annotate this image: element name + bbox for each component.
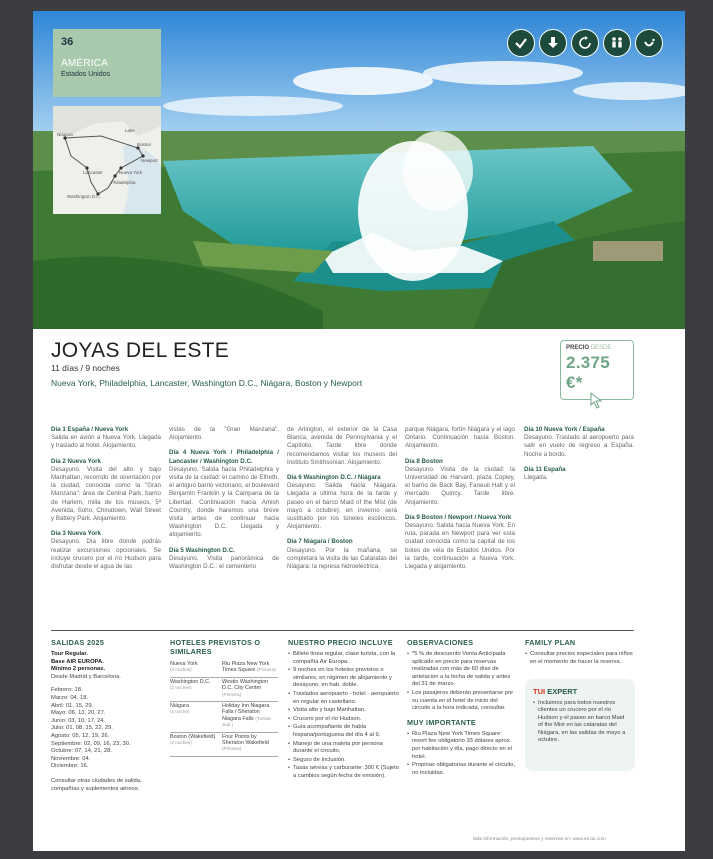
list-item: • Riu Plaza New York Times Square: resort fee obligatorio 33 dólares aprox. por habitación y día, pago directo en el hotel. [407, 731, 517, 761]
day-text: Desayuno. Salida hacia Nueva York. En ruta, parada en Newport para ver esta ciudad conocida como la capital de los botes de vela de Estados Unidos. Por la tarde, continuación a Nueva York. Llegada y alojamiento. [405, 522, 515, 571]
salidas-line: Tour Regular. [51, 651, 88, 657]
rotation-icon [571, 29, 599, 57]
departure-date: Junio: 03, 10, 17, 24. [51, 717, 106, 724]
price-includes-heading: NUESTRO PRECIO INCLUYE [288, 638, 393, 647]
price-includes-list [288, 651, 400, 781]
day-text: Salida en avión a Nueva York. Llegada y traslado al hotel. Alojamiento. [51, 434, 161, 450]
itinerary-column-2 [169, 426, 279, 578]
salidas-section [51, 638, 159, 793]
price-label-suffix: DESDE [590, 345, 612, 351]
family-plan-heading: FAMILY PLAN [525, 638, 576, 647]
itinerary-day [405, 426, 515, 451]
check-icon [507, 29, 535, 57]
map-label-nueva-york: Nueva York [119, 170, 143, 175]
price-label-main: PRECIO [566, 345, 590, 351]
expert-heading [533, 687, 627, 696]
hotel-nights: (2 noches) [170, 740, 192, 746]
hotel-category: (Primera) [222, 746, 242, 752]
tui-expert-box [525, 679, 635, 771]
day-text: vistas de la "Gran Manzana". Alojamiento. [169, 426, 279, 442]
day-text: de Arlington, el exterior de la Casa Blanca, avenida de Pennsylvania y el Capitolio. Tarde libre donde recomendamos visitar los museos del Instituto Smithsonian. Alojamiento. [287, 426, 397, 466]
salidas-line: Base AIR EUROPA. [51, 658, 104, 665]
list-item: • *5 % de descuento Venta Anticipada aplicado en precio para reservas realizadas con más de 60 días de antelación a la fecha de salida y antes del 31 de marzo. [407, 651, 517, 689]
day-title: Día 11 España [524, 465, 566, 473]
map-label-lancaster: Lancaster [83, 170, 103, 175]
hotels-heading: HOTELES PREVISTOS O SIMILARES [170, 638, 261, 656]
destination-badge [53, 29, 161, 97]
list-item: • 9 noches en los hoteles previstos o similares, en régimen de alojamiento y desayuno, en hab. doble. [288, 667, 400, 690]
family-icon [603, 29, 631, 57]
itinerary-day [524, 426, 634, 459]
hotel-category: (Turista Sup.) [222, 715, 271, 728]
departure-date: Julio: 01, 08, 15, 22, 29. [51, 725, 113, 732]
page-title: JOYAS DEL ESTE [51, 339, 230, 362]
map-label-niagara: Niágara [57, 132, 73, 137]
smile-icon [635, 29, 663, 57]
hotel-name: Riu Plaza New York Times Square [222, 661, 270, 674]
family-plan-section [525, 638, 635, 667]
salidas-note: Consultar otras ciudades de salida, compañías y suplementos aéreos. [51, 777, 142, 792]
itinerary-day [169, 426, 279, 442]
salidas-line: Mínimo 2 personas. [51, 666, 106, 673]
list-item: • Traslados aeropuerto - hotel - aeropuerto en regular en castellano. [288, 691, 400, 706]
day-title: Día 5 Washington D.C. [169, 546, 235, 554]
list-item: • Crucero por el río Hudson. [288, 716, 400, 724]
table-row [170, 702, 278, 733]
list-item: • Incluimos para todos nuestros clientes un crucero por el río Hudson y el paseo en barco Maid of the Mist en las cataratas del Niágara, en las salidas de mayo a octubre. [533, 700, 627, 744]
observations-heading: OBSERVACIONES [407, 638, 474, 647]
departure-date: Febrero: 18. [51, 687, 83, 694]
feature-icons [507, 29, 663, 57]
day-text: Desayuno. Por la mañana, se completará la visita de las Cataratas del Niágara: la represa hidroeléctrica, [287, 546, 397, 571]
hotel-city: Boston (Wakefield) [170, 733, 216, 740]
map-label-boston: Boston [137, 142, 152, 147]
itinerary-day [51, 458, 161, 524]
day-title: Día 4 Nueva York / Philadelphia / Lancaster / Washington D.C. [169, 449, 279, 465]
departure-date: Abril: 01, 15, 29. [51, 702, 94, 709]
departure-date: Diciembre: 16. [51, 763, 89, 770]
footer-info: Más información, presupuestos y reservas en: www.es.tui.com [473, 837, 606, 842]
hotel-category: (Primera) [222, 691, 242, 697]
day-title: Día 10 Nueva York / España [524, 426, 605, 433]
catalog-page [33, 11, 685, 851]
list-item: • Visita alto y bajo Manhattan. [288, 707, 400, 715]
hotel-nights: (1 noche) [170, 709, 190, 715]
hero-photo [33, 11, 685, 329]
family-plan-list [525, 651, 635, 666]
day-text: Desayuno. Día libre donde podrás realizar excursiones opcionales. Se incluye crucero por el río Hudson para disfrutar desde el agua de las [51, 538, 161, 571]
itinerary-column-1 [51, 426, 161, 578]
hotel-name: Westin Washington D.C. City Center [222, 678, 269, 692]
hotel-city: Washington D.C. [170, 678, 211, 685]
departure-date: Septiembre: 02, 09, 16, 23, 30. [51, 740, 131, 747]
important-list [407, 731, 517, 778]
departure-date: Agosto: 05, 12, 19, 26. [51, 732, 110, 739]
day-title: Día 8 Boston [405, 457, 443, 465]
day-text: Desayuno. Visita del alto y bajo Manhattan, recorrido de orientación por la ciudad, conocida como la "Gran Manzana": área de Central Park, barrio de Harlem, milla de los museos, 5ª Avenida, Soho, Chinatown, Wall Street y Battery Park. Alojamiento. [51, 465, 161, 523]
list-item: • Billete línea regular, clase turista, con la compañía Air Europa. [288, 651, 400, 666]
list-item: • Tasas aéreas y carburante: 300 € (Sujeto a cambios según fecha de emisión). [288, 765, 400, 780]
route-map [53, 106, 161, 214]
itinerary-day [287, 474, 397, 531]
itinerary-day [287, 426, 397, 467]
price-includes-section [288, 638, 400, 782]
map-label-washington: Washington D.C. [67, 194, 101, 199]
table-row [170, 677, 278, 701]
day-title: Día 9 Boston / Newport / Nueva York [405, 513, 512, 521]
table-row [170, 660, 278, 677]
departure-date: Octubre: 07, 14, 21, 28. [51, 748, 112, 755]
day-text: Desayuno. Visita panorámica de Washington D.C.: el cementerio [169, 554, 279, 571]
download-arrow-icon [539, 29, 567, 57]
trip-duration: 11 días / 9 noches [51, 363, 120, 373]
price-label [566, 345, 628, 351]
itinerary-column-5 [524, 426, 634, 489]
table-row [170, 732, 278, 756]
map-label-newport: Newport [141, 158, 158, 163]
observations-section [407, 638, 517, 778]
hotel-nights: (2 noches) [170, 685, 192, 691]
cursor-icon [589, 391, 605, 409]
region-label: AMÉRICA [61, 58, 108, 69]
itinerary-day [169, 547, 279, 572]
day-text: Desayuno. Visita de la ciudad: la Universidad de Harvard, plaza Copley, el barrio de Back Bay, Faneuil Hall y el mercado Quincy. Tarde libre. Alojamiento. [405, 465, 515, 506]
list-item: • Seguro de Inclusión. [288, 757, 400, 765]
hotel-nights: (4 noches) [170, 667, 192, 673]
trip-route: Nueva York, Philadelphia, Lancaster, Washington D.C., Niágara, Boston y Newport [51, 378, 363, 388]
section-divider [51, 630, 634, 631]
country-label: Estados Unidos [61, 71, 111, 78]
itinerary-day [405, 458, 515, 507]
itinerary-column-3 [287, 426, 397, 578]
list-item: • Consultar precios especiales para niños en el momento de hacer la reserva. [525, 651, 635, 666]
list-item: • Los pasajeros deberán presentarse por su cuenta en el hotel de inicio del circuito a la hora indicada, consultar. [407, 690, 517, 713]
hotels-table [170, 660, 278, 757]
list-item: • Manejo de una maleta por persona durante el circuito. [288, 741, 400, 756]
list-item: • Guía acompañante de habla hispana/portuguesa del día 4 al 9. [288, 724, 400, 739]
itinerary-day [169, 449, 279, 539]
expert-label: EXPERT [547, 687, 578, 696]
departure-date: Marzo: 04, 18. [51, 694, 89, 701]
day-title: Día 6 Washington D.C. / Niágara [287, 474, 381, 482]
itinerary-day [524, 466, 634, 482]
tui-logo-text: TUI [533, 687, 546, 696]
list-item: • Propinas obligatorias durante el circuito, no incluidas. [407, 762, 517, 777]
departure-date: Mayo: 06, 13, 20, 27. [51, 710, 106, 717]
day-title: Día 2 Nueva York [51, 457, 101, 465]
day-text: Desayuno. Salida hacia Niágara. Llegada a última hora de la tarde y paseo en el barco Maid of the Mist (de mayo a octubre); en invierno será sustituido por los túneles escénicos. Alojamiento. [287, 482, 397, 531]
day-text: parque Niágara, fortín Niágara y el lago Ontario. Continuación hacia Boston. Alojamiento. [405, 426, 515, 450]
page-number: 36 [61, 36, 74, 48]
hotel-name: Holiday Inn Niagara Falls / Sheraton Niagara Falls [222, 703, 270, 722]
day-text: Llegada. [524, 474, 548, 482]
hotel-name: Four Points by Sheraton Wakefield [222, 733, 269, 747]
day-text: Desayuno. Salida hacia Philadelphia y visita de la ciudad: el camino de Elfreth, el antiguo barrio victoriano, el boulevard Benjamin Franklin y la Campana de la Libertad. Continuación hacia Amish Country, donde haremos una breve visita antes de continuar hacia Washington D.C. Llegada y alojamiento. [169, 465, 279, 539]
map-label-lake: Lake [125, 128, 135, 133]
hotel-category: (Primera) [256, 667, 276, 673]
salidas-heading: SALIDAS 2025 [51, 638, 105, 647]
day-title: Día 7 Niágara / Boston [287, 538, 353, 546]
observations-list [407, 651, 517, 713]
day-title: Día 1 España / Nueva York [51, 426, 129, 433]
hotel-city: Nueva York [170, 661, 198, 667]
departure-date: Noviembre: 04. [51, 755, 91, 762]
itinerary-day [51, 530, 161, 571]
itinerary-day [287, 538, 397, 571]
expert-list [533, 700, 627, 744]
itinerary-column-4 [405, 426, 515, 578]
itinerary-day [405, 514, 515, 571]
important-heading: MUY IMPORTANTE [407, 717, 477, 727]
map-label-philadelphia: Philadelphia [111, 180, 136, 185]
salidas-from: Desde Madrid y Barcelona. [51, 673, 121, 680]
price-value: 2.375 €* [566, 353, 611, 392]
hotel-city: Niágara [170, 703, 189, 710]
day-title: Día 3 Nueva York [51, 530, 101, 538]
day-text: Desayuno. Traslado al aeropuerto para salir en vuelo de regreso a España. Noche a bordo. [524, 434, 634, 458]
itinerary-day [51, 426, 161, 451]
hotels-section [170, 638, 280, 757]
